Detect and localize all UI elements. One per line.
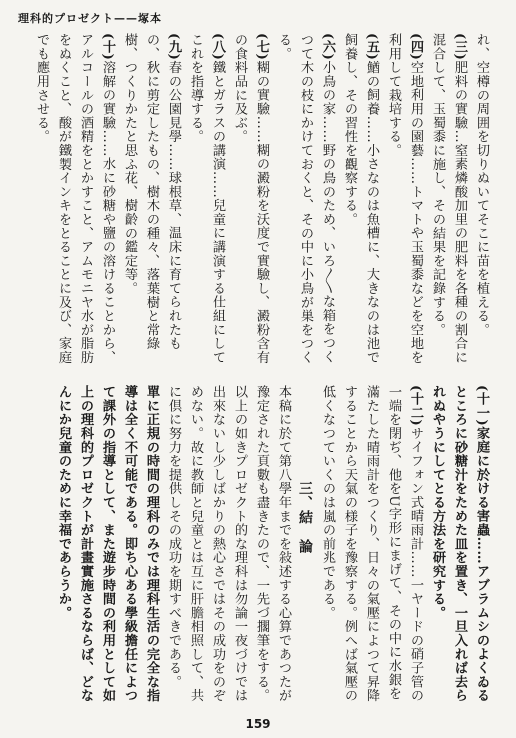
section-heading: 三、結 論 [297,481,313,554]
list-item: (五)鰌の飼養……小さなのは魚槽に、大きなのは池で飼養し、その習性を觀察する。 [342,33,379,365]
running-head: 理科的プロゼクト——塚本 [18,12,162,25]
page-number: 159 [245,717,271,731]
item-number: (八) [210,33,225,61]
lower-text-block [24,385,492,713]
item-number: (三) [452,33,467,61]
list-item: (十一)家庭に於ける害蟲……アブラムシのよくゐるところに砂糖汁をためた皿を置き、一旦入れば去られぬやうにしてとる方法を研究する。 [430,385,489,703]
conclusion-paragraph: 本稿に於て第八學年までを敍述する心算であつたが豫定された頁數も盡きたので、一先づ擱筆をする。以上の如きプロゼクト的な理科は勿論一夜づけでは出來ないし少しばかりの熱心さではその成功をのぞめない。故に教師と兒童とは互に肝膽相照して、共に倶に努力を提供しその成功を期すべきである。 [166,385,291,703]
list-item: (七)糊の實驗……糊の澱粉を沃度で實驗し、澱粉含有の食料品に及ぶ。 [232,33,269,365]
list-item: (十)溶解の實驗……水に砂糖や鹽の溶けることから、アルコールの酒精をとかすこと、アムモニヤ水が脂肪をぬくこと、酸が鐵製インキをとることに及び、家庭でも應用させる。 [34,33,115,365]
item-number: (九) [166,33,181,61]
list-item: (四)空地利用の園藝……トマトや玉蜀黍などを空地を利用して栽培する。 [386,33,423,365]
item-number: (十一) [474,385,489,427]
item-number: (十二) [408,385,423,427]
upper-text-block [34,33,492,365]
list-item: (九)春の公園見學……球根草、温床に育てられたもの、秋に剪定したもの、樹木の種々、落葉樹と常綠樹、つくりかたと思ふ花、樹齡の鑑定等。 [122,33,181,351]
conclusion-paragraph: 單に正規の時間の理科のみでは理科生活の完全な指導は全く不可能である。即ち心ある學級擔任によつて課外の指導として、また遊步時間の利用として如上の理科的プロゼクトが計畫實施さるならば、どなんにか兒童のために幸福であらうか。 [56,385,159,703]
list-item: (三)肥料の實驗…窒素燐酸加里の肥料を各種の割合に混合して、玉蜀黍に施し、その結果を記錄する。 [430,33,467,365]
item-number: (五) [364,33,379,61]
item-number: (四) [408,33,423,61]
list-item: (六)小鳥の家……野の鳥のため、いろ〳〵な箱をつくつて木の枝にかけておくと、その中に小鳥が巣をつくる。 [276,33,335,365]
item-number: (六) [320,33,335,61]
item-number: (十) [100,33,115,61]
list-item: (八)鐵とガラスの講演……兒童に講演する仕組にしてこれを指導する。 [188,33,225,365]
item-number: (七) [254,33,269,61]
paragraph-continuation: れ、空樽の周囲を切りぬいてそこに苗を植える。 [474,33,489,337]
list-item: (十二)サイフォン式晴雨計……一ヤードの硝子管の一端を閉ぢ、他をU字形にまげて、その中に水銀を滿たした晴雨計をつくり、日々の氣壓によつて昇降することから天氣の様子を豫察する。例へば氣壓の低くなつていくのは嵐の前兆である。 [320,385,423,703]
